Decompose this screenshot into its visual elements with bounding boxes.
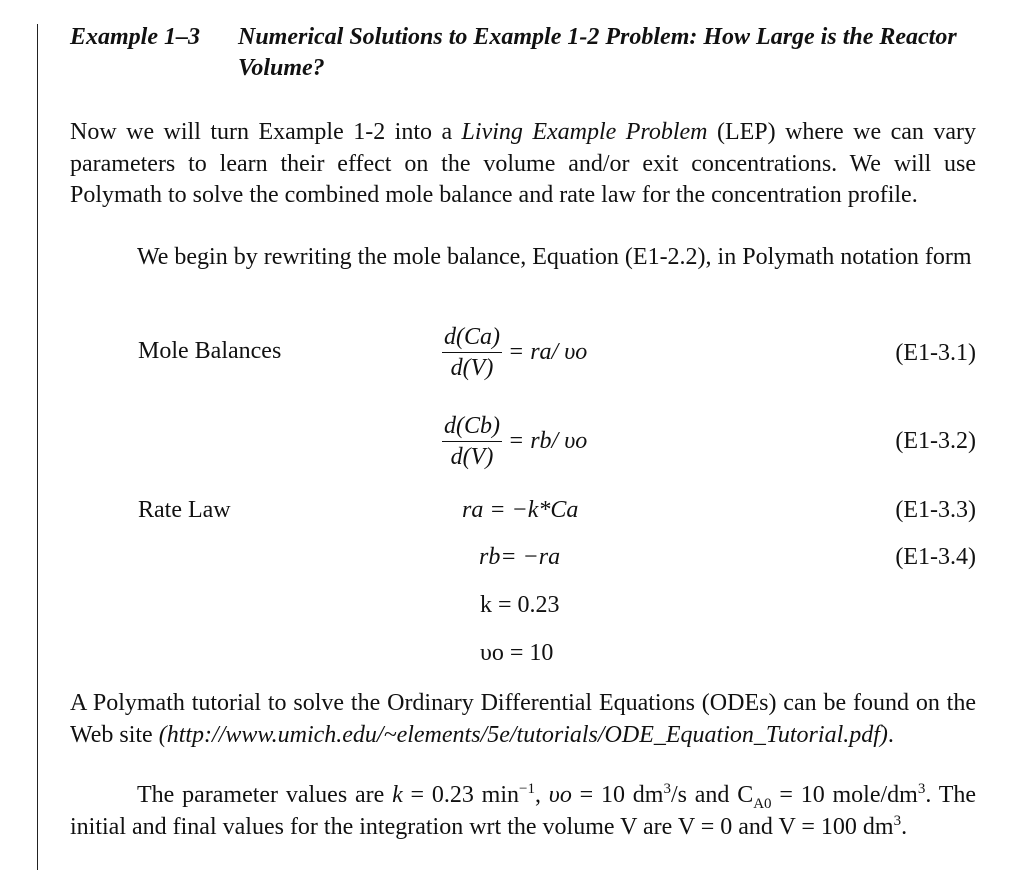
margin-rule [37,24,38,870]
equation-e1-3-3: ra = −k*Ca [462,497,579,523]
text-run: = 0.23 min [402,782,520,808]
symbol-k: k [392,782,403,808]
equation-e1-3-4: rb= −ra [479,544,561,570]
example-title: Numerical Solutions to Example 1-2 Problem: How Large is the Reactor Volume? [238,24,957,81]
equation-rhs: = ra/ υo [508,339,588,365]
fraction-denominator: d(V) [450,355,494,381]
equation-number-e1-3-1: (E1-3.1) [895,340,976,366]
example-heading [70,22,990,84]
equation-rhs: = rb/ υo [508,428,588,454]
paragraph-rewrite: We begin by rewriting the mole balance, Equation (E1-2.2), in Polymath notation form [137,244,972,270]
symbol-vo: υo [548,782,572,808]
paragraph-tutorial [70,688,976,751]
paragraph-parameters [70,780,976,843]
lep-term: Living Example Problem [461,119,708,145]
rate-law-label: Rate Law [138,497,231,523]
fraction-dca-dv [442,323,502,382]
equation-k-value: k = 0.23 [480,592,560,618]
equation-vo-value: υo = 10 [480,640,554,666]
text-run: = 10 dm [571,782,664,808]
paragraph-tutorial-after: . [887,721,894,748]
fraction-numerator: d(Ca) [442,323,502,353]
subscript: A0 [753,795,772,812]
paragraph-intro-before: Now we will turn Example 1-2 into a [70,119,462,145]
superscript: 3 [917,781,926,797]
text-run: . The initial and final values for the integration wrt the volume V are V = 0 and V = 100 dm [70,782,977,840]
paragraph-tutorial-before: A Polymath tutorial to solve the Ordinary Differential Equations (ODEs) can be found on the Web site [70,690,976,748]
fraction-dcb-dv [442,412,502,471]
tutorial-link[interactable]: (http://www.umich.edu/~elements/5e/tutorials/ODE_Equation_Tutorial.pdf) [158,721,888,748]
equation-e1-3-1 [442,323,587,382]
equation-number-e1-3-2: (E1-3.2) [895,428,976,454]
equation-number-e1-3-4: (E1-3.4) [895,544,976,570]
text-run: /s and C [670,782,754,808]
paragraph-intro [70,117,976,212]
paragraph-intro-after: (LEP) where we can vary parameters to learn their effect on the volume and/or exit concentrations. We will use Polymath to solve the combined mole balance and rate law for the concentration profile. [70,119,976,208]
superscript: 3 [663,781,671,797]
superscript: 3 [893,812,902,829]
example-label: Example 1–3 [70,24,200,50]
equation-number-e1-3-3: (E1-3.3) [895,497,976,523]
text-run: = 10 mole/dm [771,782,918,808]
text-run: . [901,813,908,840]
fraction-numerator: d(Cb) [442,412,502,442]
fraction-denominator: d(V) [450,444,494,470]
text-run: , [534,782,549,808]
equation-e1-3-2 [442,412,587,471]
text-run: The parameter values are [137,782,393,808]
mole-balances-label: Mole Balances [138,338,282,364]
superscript: −1 [519,781,535,797]
